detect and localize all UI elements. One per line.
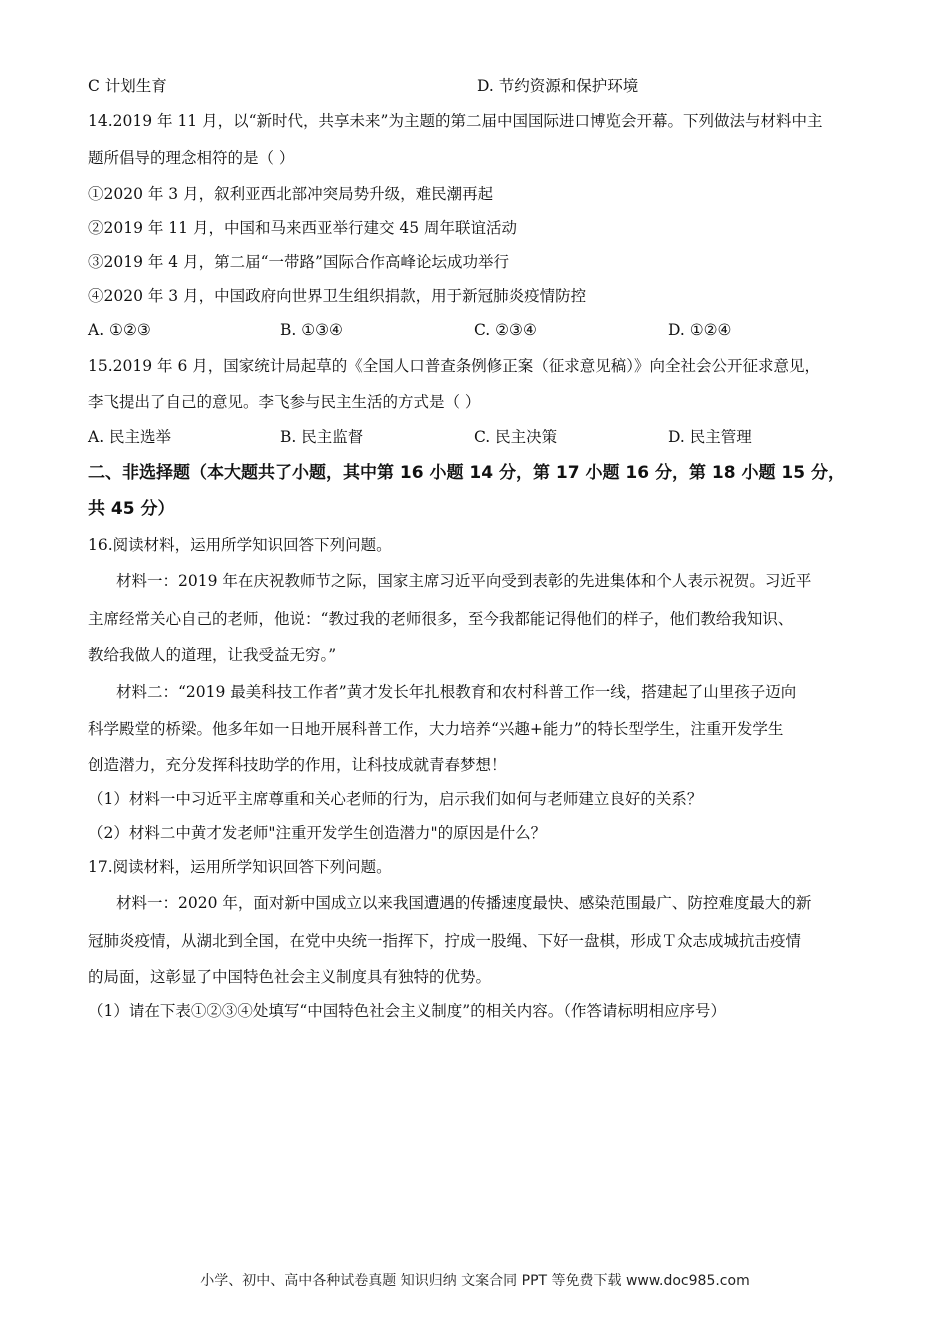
q14-option-b: B. ①③④ xyxy=(280,321,343,339)
page-footer: 小学、初中、高中各种试卷真题 知识归纳 文案合同 PPT 等免费下载 www.doc985.com xyxy=(200,1273,750,1289)
q14-option-a: A. ①②③ xyxy=(88,321,151,339)
q16-stem: 16.阅读材料，运用所学知识回答下列问题。 xyxy=(88,536,392,554)
q15-stem-line2: 李飞提出了自己的意见。李飞参与民主生活的方式是（ ） xyxy=(88,393,481,411)
q16-material1-line1: 材料一：2019 年在庆祝教师节之际，国家主席习近平向受到表彰的先进集体和个人表示祝贺。习近平 xyxy=(116,572,812,590)
q15-option-c: C. 民主决策 xyxy=(474,428,558,446)
q15-stem-line1: 15.2019 年 6 月，国家统计局起草的《全国人口普查条例修正案（征求意见稿）》向全社会公开征求意见， xyxy=(88,357,820,375)
section2-heading-line2: 共 45 分） xyxy=(88,499,175,519)
q15-option-d: D. 民主管理 xyxy=(668,428,752,446)
q13-option-c: C 计划生育 xyxy=(88,77,167,95)
q14-option-c: C. ②③④ xyxy=(474,321,537,339)
q17-material1-line2: 冠肺炎疫情，从湖北到全国，在党中央统一指挥下，拧成一股绳、下好一盘棋，形成Ｔ众志成城抗击疫情 xyxy=(88,932,802,950)
q15-option-b: B. 民主监督 xyxy=(280,428,364,446)
q14-item-4: ④2020 年 3 月，中国政府向世界卫生组织捐款，用于新冠肺炎疫情防控 xyxy=(88,287,587,305)
q16-material2-line2: 科学殿堂的桥梁。他多年如一日地开展科普工作，大力培养“兴趣+能力”的特长型学生，注重开发学生 xyxy=(88,720,784,738)
q14-option-d: D. ①②④ xyxy=(668,321,732,339)
q16-material2-line1: 材料二：“2019 最美科技工作者”黄才发长年扎根教育和农村科普工作一线，搭建起了山里孩子迈向 xyxy=(116,683,797,701)
q17-material1-line3: 的局面，这彰显了中国特色社会主义制度具有独特的优势。 xyxy=(88,968,492,986)
q16-subquestion-2: （2）材料二中黄才发老师"注重开发学生创造潜力"的原因是什么？ xyxy=(88,824,547,842)
q17-material1-line1: 材料一：2020 年，面对新中国成立以来我国遭遇的传播速度最快、感染范围最广、防控难度最大的新 xyxy=(116,894,812,912)
q14-item-3: ③2019 年 4 月，第二届“一带路”国际合作高峰论坛成功举行 xyxy=(88,253,509,271)
q16-material1-line3: 教给我做人的道理，让我受益无穷。” xyxy=(88,646,337,664)
q13-option-d: D. 节约资源和保护环境 xyxy=(477,77,639,95)
q17-stem: 17.阅读材料，运用所学知识回答下列问题。 xyxy=(88,858,392,876)
q16-material1-line2: 主席经常关心自己的老师，他说：“教过我的老师很多，至今我都能记得他们的样子，他们教给我知识、 xyxy=(88,610,794,628)
q16-material2-line3: 创造潜力，充分发挥科技助学的作用，让科技成就青春梦想！ xyxy=(88,756,507,774)
q14-stem-line1: 14.2019 年 11 月，以“新时代，共享未来”为主题的第二届中国国际进口博览会开幕。下列做法与材料中主 xyxy=(88,112,823,130)
q16-subquestion-1: （1）材料一中习近平主席尊重和关心老师的行为，启示我们如何与老师建立良好的关系？ xyxy=(88,790,703,808)
q17-subquestion-1: （1）请在下表①②③④处填写“中国特色社会主义制度”的相关内容。（作答请标明相应序号） xyxy=(88,1002,726,1020)
q14-stem-line2: 题所倡导的理念相符的是（ ） xyxy=(88,149,295,167)
q15-option-a: A. 民主选举 xyxy=(88,428,172,446)
section2-heading-line1: 二、非选择题（本大题共了小题，其中第 16 小题 14 分，第 17 小题 16 分，第 18 小题 15 分， xyxy=(88,463,845,483)
q14-item-1: ①2020 年 3 月，叙利亚西北部冲突局势升级，难民潮再起 xyxy=(88,185,494,203)
q14-item-2: ②2019 年 11 月，中国和马来西亚举行建交 45 周年联谊活动 xyxy=(88,219,518,237)
